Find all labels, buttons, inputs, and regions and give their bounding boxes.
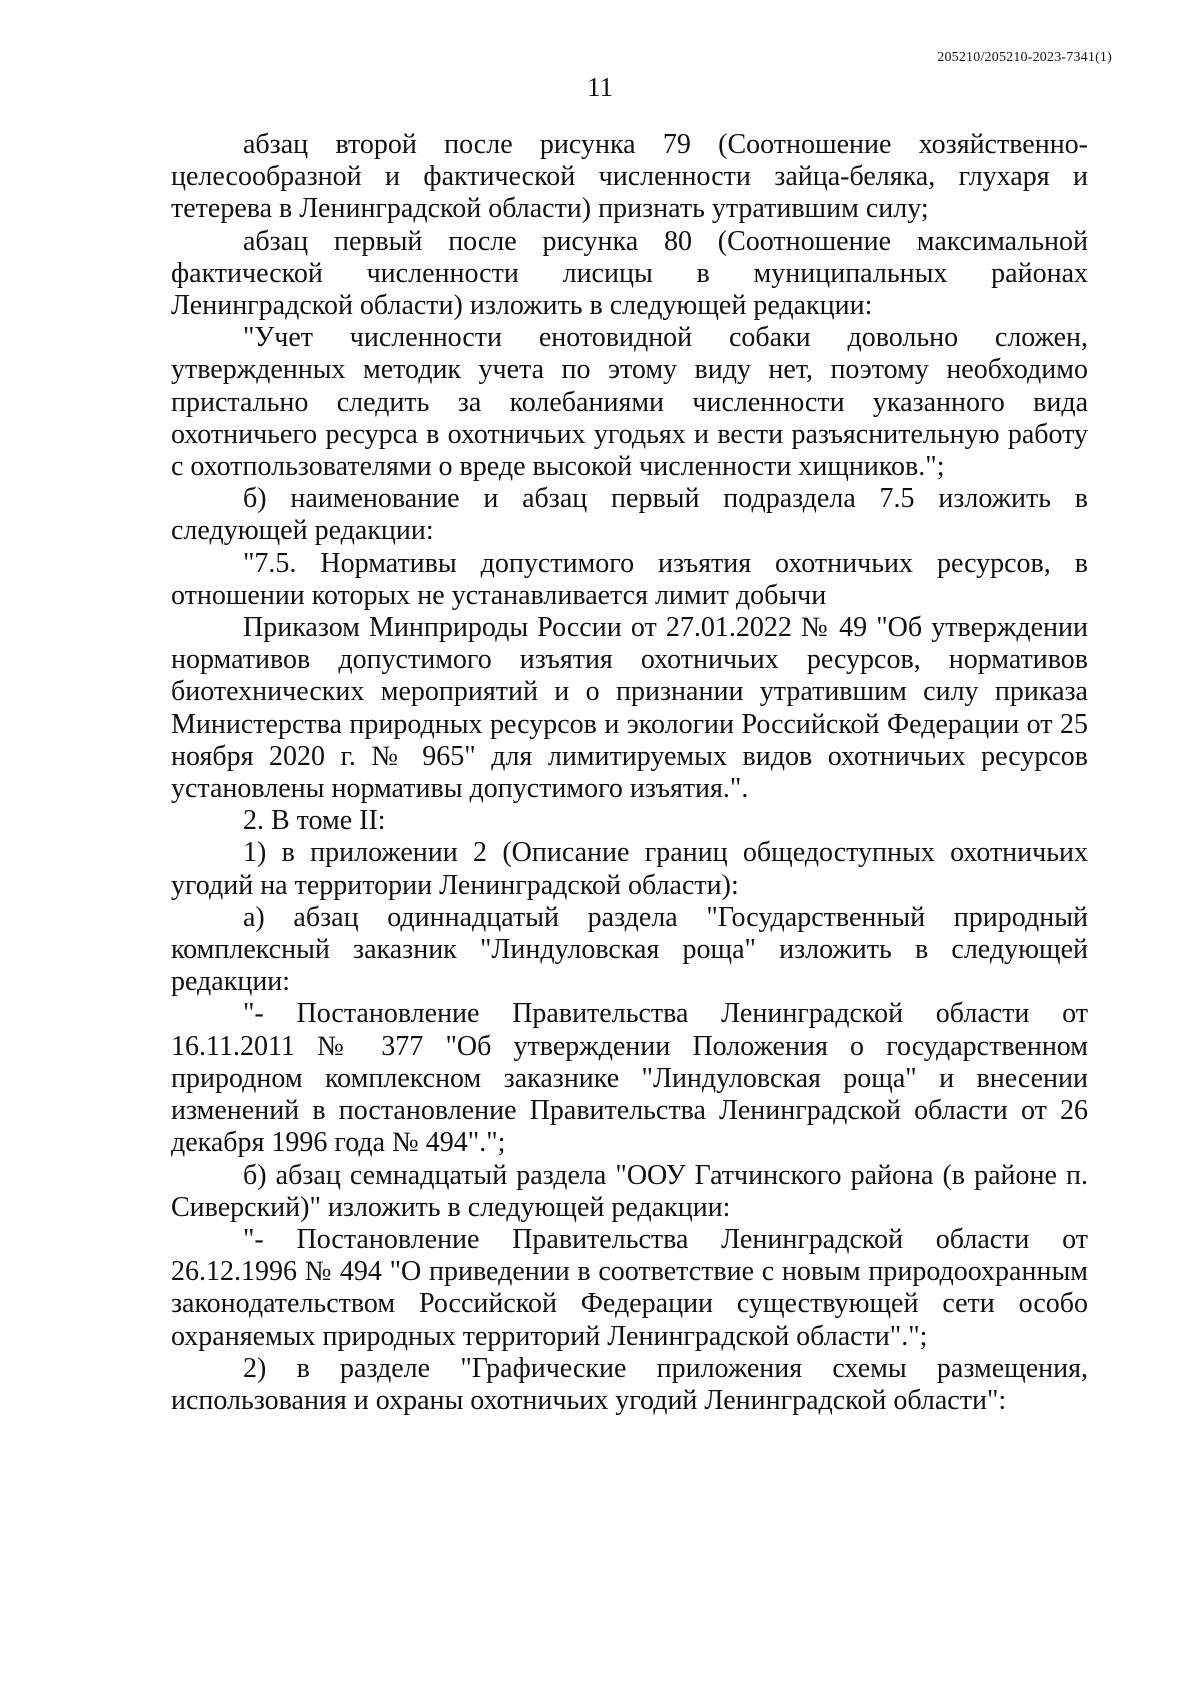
- page-number: 11: [587, 72, 613, 102]
- document-id: 205210/205210-2023-7341(1): [937, 50, 1112, 65]
- paragraph: б) абзац семнадцатый раздела "ООУ Гатчинского района (в районе п. Сиверский)" изложить в следующей редакции:: [171, 1159, 1088, 1223]
- paragraph: 1) в приложении 2 (Описание границ общедоступных охотничьих угодий на территории Ленинградской области):: [171, 837, 1088, 901]
- paragraph: а) абзац одиннадцатый раздела "Государственный природный комплексный заказник "Линдуловская роща" изложить в следующей редакции:: [171, 901, 1088, 998]
- paragraph: "- Постановление Правительства Ленинградской области от 26.12.1996 № 494 "О приведении в соответствие с новым природоохранным законодательством Российской Федерации существующей сети особо охраняемых природных территорий Ленинградской области".";: [171, 1223, 1088, 1352]
- paragraph: абзац первый после рисунка 80 (Соотношение максимальной фактической численности лисицы в муниципальных районах Ленинградской области) изложить в следующей редакции:: [171, 225, 1088, 322]
- document-body: [171, 129, 1088, 1417]
- paragraph: "7.5. Нормативы допустимого изъятия охотничьих ресурсов, в отношении которых не устанавливается лимит добычи: [171, 547, 1088, 611]
- paragraph: "- Постановление Правительства Ленинградской области от 16.11.2011 № 377 "Об утверждении Положения о государственном природном комплексном заказнике "Линдуловская роща" и внесении изменений в постановление Правительства Ленинградской области от 26 декабря 1996 года № 494".";: [171, 998, 1088, 1159]
- paragraph: Приказом Минприроды России от 27.01.2022 № 49 "Об утверждении нормативов допустимого изъятия охотничьих ресурсов, нормативов биотехнических мероприятий и о признании утратившим силу приказа Министерства природных ресурсов и экологии Российской Федерации от 25 ноября 2020 г. № 965" для лимитируемых видов охотничьих ресурсов установлены нормативы допустимого изъятия.".: [171, 612, 1088, 805]
- paragraph: 2. В томе II:: [243, 805, 386, 837]
- paragraph: абзац второй после рисунка 79 (Соотношение хозяйственно-целесообразной и фактической численности зайца-беляка, глухаря и тетерева в Ленинградской области) признать утратившим силу;: [171, 129, 1088, 225]
- paragraph: б) наименование и абзац первый подраздела 7.5 изложить в следующей редакции:: [171, 483, 1088, 547]
- paragraph: "Учет численности енотовидной собаки довольно сложен, утвержденных методик учета по этому виду нет, поэтому необходимо пристально следить за колебаниями численности указанного вида охотничьего ресурса в охотничьих угодьях и вести разъяснительную работу с охотпользователями о вреде высокой численности хищников.";: [171, 322, 1088, 483]
- paragraph: 2) в разделе "Графические приложения схемы размещения, использования и охраны охотничьих угодий Ленинградской области":: [171, 1352, 1088, 1416]
